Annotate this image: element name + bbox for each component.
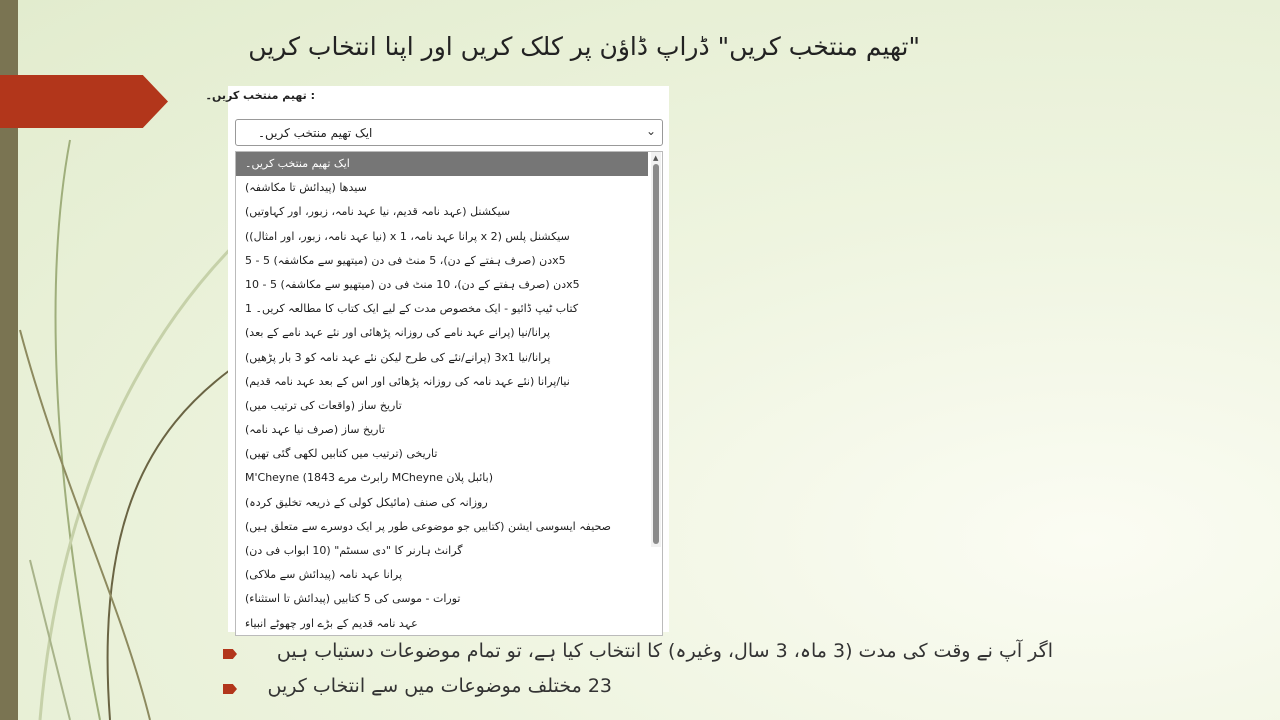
option-item[interactable]: ایک تھیم منتخب کریں۔ [236,152,648,176]
bullet-arrow-icon [223,684,237,694]
option-item[interactable]: سیکشنل (عہد نامہ قدیم، نیا عہد نامہ، زبور، اور کہاوتیں) [245,205,511,219]
option-item[interactable]: پرانا عہد نامہ (پیدائش سے ملاکی) [245,568,403,582]
option-item[interactable]: نیا/پرانا (نئے عہد نامہ کی روزانہ پڑھائی اور اس کے بعد عہد نامہ قدیم) [245,374,570,388]
bullet-item: اگر آپ نے وقت کی مدت (3 ماہ، 3 سال، وغیرہ) کا انتخاب کیا ہے، تو تمام موضوعات دستیاب ہیں [223,640,1053,675]
slide-title: "تھیم منتخب کریں" ڈراپ ڈاؤن پر کلک کریں اور اپنا انتخاب کریں [248,32,920,61]
option-item[interactable]: روزانہ کی صنف (مائیکل کولی کے ذریعہ تخلیق کردہ) [245,495,488,509]
theme-selector-panel [205,86,669,632]
option-item[interactable]: (پرانے/نئے کی طرح لیکن نئے عہد نامہ کو 3 بار پڑھیں) 3xپرانا/نیا 1 [245,350,551,364]
option-item[interactable]: گرانٹ ہارنر کا "دی سسٹم" (10 ابواب فی دن) [245,544,463,557]
chevron-down-icon: ⌄ [645,124,656,138]
option-item[interactable]: کتاب ٹیپ ڈائیو - ایک مخصوص مدت کے لیے ایک کتاب کا مطالعہ کریں۔ 1 [245,302,579,316]
scrollbar[interactable] [651,152,661,547]
option-item[interactable]: دن (صرف ہفتے کے دن)، 10 منٹ فی دن (میتھیو سے مکاشفہ) 5 - 10x5 [245,277,580,291]
option-item[interactable]: M'Cheyne (1843 رابرٹ مرے MCheyne بائبل پلان) [245,471,494,485]
scroll-up-arrow-icon[interactable]: ▲ [653,154,659,162]
bullet-arrow-icon [223,649,237,659]
option-item[interactable]: تاریخ ساز (صرف نیا عہد نامہ) [245,423,385,437]
theme-label: : تھیم منتخب کریں۔ [205,89,315,102]
option-item[interactable]: پرانا/نیا (پرانے عہد نامے کی روزانہ پڑھائی اور نئے عہد نامے کے بعد) [245,326,551,340]
theme-dropdown[interactable] [235,119,663,146]
bullet-item: 23 مختلف موضوعات میں سے انتخاب کریں [223,675,1053,710]
title-accent-flag [0,75,168,128]
theme-options-list[interactable] [235,151,663,636]
option-item[interactable]: دن (صرف ہفتے کے دن)، 5 منٹ فی دن (میتھیو سے مکاشفہ) 5 - 5x5 [245,253,566,267]
scrollbar-thumb[interactable] [653,164,659,544]
option-item[interactable]: سیدھا (پیدائش تا مکاشفہ) [245,181,367,195]
theme-dropdown-value: ایک تھیم منتخب کریں۔ [258,126,373,140]
option-item[interactable]: صحیفہ ایسوسی ایشن (کتابیں جو موضوعی طور پر ایک دوسرے سے متعلق ہیں) [245,519,612,533]
option-item[interactable]: ((نیا عہد نامہ، زبور، اور امثال) x پرانا عہد نامہ، 1 x 2) سیکشنل پلس [245,229,570,243]
bullet-list [223,640,1053,710]
option-item[interactable]: تاریخی (ترتیب میں کتابیں لکھی گئی تھیں) [245,447,438,461]
option-item[interactable]: عہد نامہ قدیم کے بڑے اور چھوٹے انبیاء [245,616,418,630]
option-item[interactable]: تورات - موسی کی 5 کتابیں (پیدائش تا استثناء) [245,592,461,606]
option-item[interactable]: تاریخ ساز (واقعات کی ترتیب میں) [245,398,402,412]
